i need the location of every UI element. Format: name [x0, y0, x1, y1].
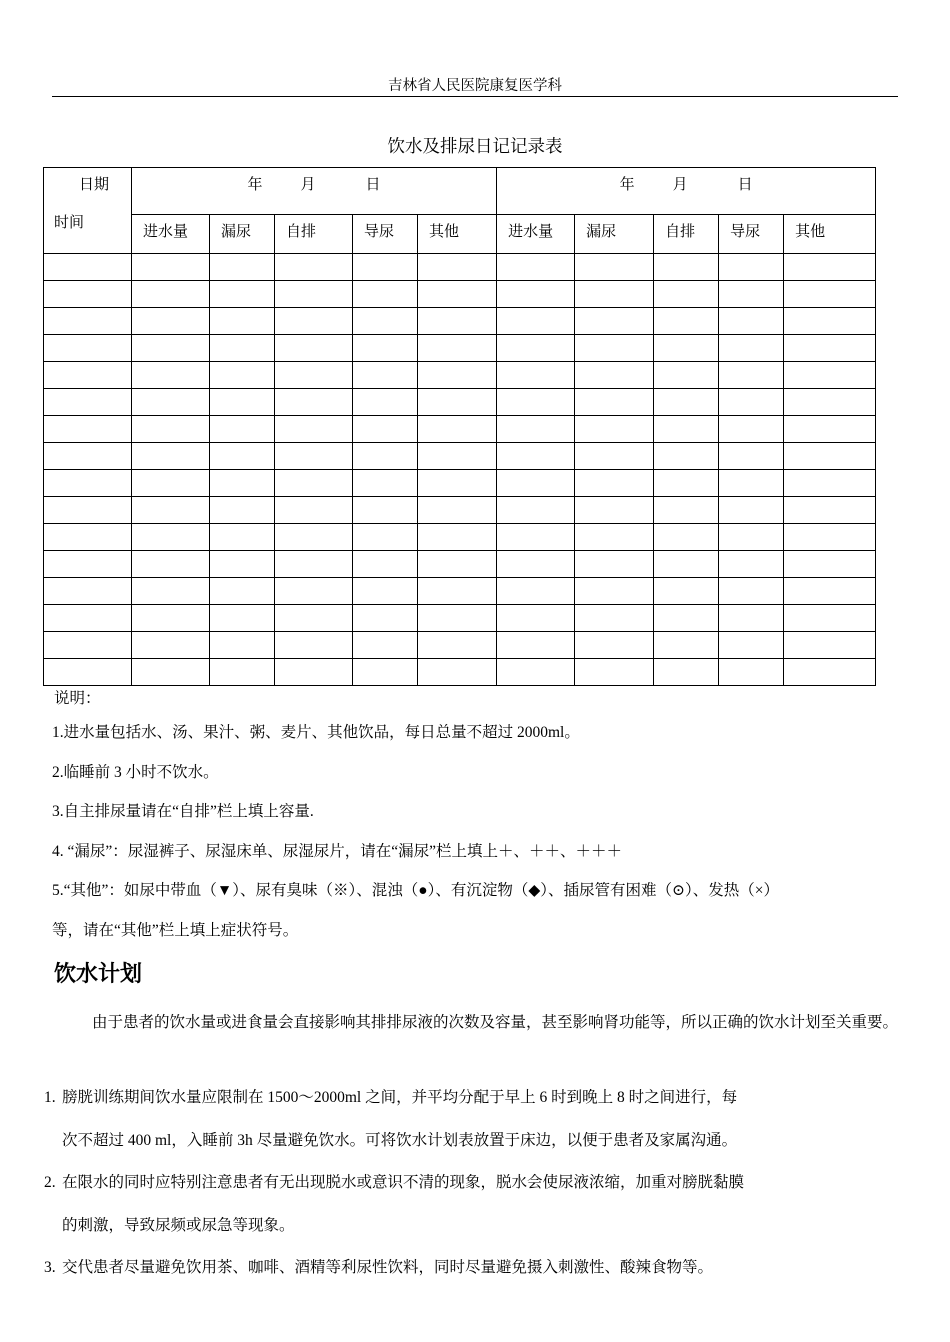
time-entry-cell[interactable] [44, 335, 132, 362]
plan-item-line: 在限水的同时应特别注意患者有无出现脱水或意识不清的现象，脱水会使尿液浓缩，加重对膀胱黏膜 [62, 1174, 745, 1191]
plan-item-line: 的刺激，导致尿频或尿急等现象。 [62, 1216, 295, 1234]
entry-cell[interactable] [784, 254, 876, 281]
entry-cell[interactable] [784, 443, 876, 470]
entry-cell[interactable] [353, 335, 418, 362]
corner-header-cell [44, 168, 132, 254]
entry-cell[interactable] [353, 254, 418, 281]
entry-cell[interactable] [418, 632, 497, 659]
plan-item-2 [44, 1162, 899, 1247]
entry-cell[interactable] [275, 632, 353, 659]
entry-cell[interactable] [353, 308, 418, 335]
entry-cell[interactable] [497, 362, 575, 389]
entry-cell[interactable] [210, 281, 275, 308]
corner-time-label: 时间 [54, 215, 85, 231]
entry-cell[interactable] [353, 281, 418, 308]
entry-cell[interactable] [497, 551, 575, 578]
plan-item-3 [44, 1247, 899, 1290]
time-entry-cell[interactable] [44, 632, 132, 659]
entry-cell[interactable] [210, 632, 275, 659]
entry-cell[interactable] [132, 470, 210, 497]
table-row [44, 416, 876, 443]
entry-cell[interactable] [275, 335, 353, 362]
entry-cell[interactable] [654, 497, 719, 524]
entry-cell[interactable] [654, 470, 719, 497]
time-entry-cell[interactable] [44, 659, 132, 686]
time-entry-cell[interactable] [44, 524, 132, 551]
drinking-plan-list [44, 1077, 899, 1290]
entry-cell[interactable] [654, 362, 719, 389]
entry-cell[interactable] [784, 659, 876, 686]
table-row [44, 281, 876, 308]
entry-cell[interactable] [654, 524, 719, 551]
entry-cell[interactable] [497, 470, 575, 497]
entry-cell[interactable] [275, 443, 353, 470]
time-entry-cell[interactable] [44, 416, 132, 443]
entry-cell[interactable] [210, 551, 275, 578]
entry-cell[interactable] [418, 605, 497, 632]
entry-cell[interactable] [719, 524, 784, 551]
entry-cell[interactable] [784, 578, 876, 605]
entry-cell[interactable] [784, 551, 876, 578]
entry-cell[interactable] [784, 632, 876, 659]
date-group-2 [497, 168, 876, 215]
time-entry-cell[interactable] [44, 254, 132, 281]
table-row [44, 524, 876, 551]
entry-cell[interactable] [654, 632, 719, 659]
entry-cell[interactable] [210, 335, 275, 362]
header-divider [52, 96, 898, 97]
entry-cell[interactable] [210, 659, 275, 686]
time-entry-cell[interactable] [44, 308, 132, 335]
entry-cell[interactable] [418, 389, 497, 416]
entry-cell[interactable] [575, 389, 654, 416]
entry-cell[interactable] [575, 281, 654, 308]
note-item-2: 2.临睡前 3 小时不饮水。 [52, 763, 219, 781]
column-header-other-1: 其他 [418, 215, 497, 254]
plan-item-number: 1. [44, 1089, 56, 1106]
entry-cell[interactable] [275, 389, 353, 416]
notes-section [52, 685, 912, 950]
entry-cell[interactable] [497, 578, 575, 605]
entry-cell[interactable] [353, 632, 418, 659]
entry-cell[interactable] [210, 308, 275, 335]
entry-cell[interactable] [132, 308, 210, 335]
table-row [44, 497, 876, 524]
entry-cell[interactable] [275, 362, 353, 389]
entry-cell[interactable] [719, 605, 784, 632]
entry-cell[interactable] [654, 308, 719, 335]
entry-cell[interactable] [575, 605, 654, 632]
entry-cell[interactable] [575, 308, 654, 335]
entry-cell[interactable] [784, 281, 876, 308]
entry-cell[interactable] [784, 308, 876, 335]
entry-cell[interactable] [132, 335, 210, 362]
entry-cell[interactable] [353, 659, 418, 686]
entry-cell[interactable] [575, 497, 654, 524]
table-title: 饮水及排尿日记记录表 [387, 136, 563, 156]
plan-item-number: 3. [44, 1259, 56, 1276]
entry-cell[interactable] [719, 497, 784, 524]
entry-cell[interactable] [353, 524, 418, 551]
entry-cell[interactable] [132, 524, 210, 551]
entry-cell[interactable] [497, 416, 575, 443]
entry-cell[interactable] [210, 524, 275, 551]
table-row [44, 551, 876, 578]
entry-cell[interactable] [275, 578, 353, 605]
entry-cell[interactable] [210, 362, 275, 389]
entry-cell[interactable] [210, 470, 275, 497]
entry-cell[interactable] [418, 578, 497, 605]
entry-cell[interactable] [575, 443, 654, 470]
table-row [44, 578, 876, 605]
entry-cell[interactable] [719, 362, 784, 389]
plan-item-line: 交代患者尽量避免饮用茶、咖啡、酒精等利尿性饮料，同时尽量避免摄入刺激性、酸辣食物等。 [62, 1259, 714, 1276]
column-header-catheter-1: 导尿 [353, 215, 418, 254]
page-header-institution: 吉林省人民医院康复医学科 [388, 78, 562, 94]
entry-cell[interactable] [575, 659, 654, 686]
entry-cell[interactable] [418, 416, 497, 443]
entry-cell[interactable] [275, 470, 353, 497]
table-row [44, 443, 876, 470]
entry-cell[interactable] [353, 470, 418, 497]
entry-cell[interactable] [275, 524, 353, 551]
table-row [44, 659, 876, 686]
entry-cell[interactable] [719, 416, 784, 443]
corner-date-label: 日期 [79, 177, 110, 193]
entry-cell[interactable] [497, 632, 575, 659]
time-entry-cell[interactable] [44, 470, 132, 497]
time-entry-cell[interactable] [44, 497, 132, 524]
entry-cell[interactable] [418, 524, 497, 551]
entry-cell[interactable] [654, 416, 719, 443]
entry-cell[interactable] [719, 335, 784, 362]
entry-cell[interactable] [719, 443, 784, 470]
entry-cell[interactable] [275, 659, 353, 686]
entry-cell[interactable] [132, 254, 210, 281]
entry-cell[interactable] [210, 605, 275, 632]
date-1-day: 日 [365, 177, 381, 193]
time-entry-cell[interactable] [44, 443, 132, 470]
date-2-day: 日 [737, 177, 753, 193]
entry-cell[interactable] [353, 605, 418, 632]
time-entry-cell[interactable] [44, 605, 132, 632]
entry-cell[interactable] [275, 497, 353, 524]
entry-cell[interactable] [353, 362, 418, 389]
date-group-1 [132, 168, 497, 215]
entry-cell[interactable] [418, 497, 497, 524]
entry-cell[interactable] [132, 659, 210, 686]
entry-cell[interactable] [210, 497, 275, 524]
entry-cell[interactable] [654, 254, 719, 281]
entry-cell[interactable] [575, 254, 654, 281]
date-1-year: 年 [247, 177, 263, 193]
entry-cell[interactable] [418, 362, 497, 389]
entry-cell[interactable] [132, 551, 210, 578]
entry-cell[interactable] [654, 281, 719, 308]
entry-cell[interactable] [275, 308, 353, 335]
entry-cell[interactable] [784, 605, 876, 632]
entry-cell[interactable] [654, 605, 719, 632]
entry-cell[interactable] [418, 551, 497, 578]
note-item-5-continued: 等，请在“其他”栏上填上症状符号。 [52, 921, 299, 939]
entry-cell[interactable] [719, 632, 784, 659]
entry-cell[interactable] [353, 551, 418, 578]
entry-cell[interactable] [497, 443, 575, 470]
entry-cell[interactable] [654, 389, 719, 416]
date-1-month: 月 [300, 177, 316, 193]
entry-cell[interactable] [132, 389, 210, 416]
entry-cell[interactable] [497, 659, 575, 686]
entry-cell[interactable] [654, 578, 719, 605]
entry-cell[interactable] [719, 389, 784, 416]
entry-cell[interactable] [575, 551, 654, 578]
entry-cell[interactable] [784, 335, 876, 362]
entry-cell[interactable] [210, 254, 275, 281]
entry-cell[interactable] [575, 632, 654, 659]
entry-cell[interactable] [353, 443, 418, 470]
entry-cell[interactable] [497, 281, 575, 308]
entry-cell[interactable] [275, 551, 353, 578]
plan-item-line: 次不超过 400 ml，入睡前 3h 尽量避免饮水。可将饮水计划表放置于床边，以便于患者及家属沟通。 [62, 1131, 738, 1149]
date-2-month: 月 [672, 177, 688, 193]
entry-cell[interactable] [132, 281, 210, 308]
entry-cell[interactable] [210, 443, 275, 470]
entry-cell[interactable] [719, 578, 784, 605]
time-entry-cell[interactable] [44, 389, 132, 416]
entry-cell[interactable] [418, 659, 497, 686]
entry-cell[interactable] [497, 254, 575, 281]
column-header-other-2: 其他 [784, 215, 876, 254]
column-header-self-void-1: 自排 [275, 215, 353, 254]
entry-cell[interactable] [132, 578, 210, 605]
entry-cell[interactable] [575, 578, 654, 605]
column-header-leakage-1: 漏尿 [210, 215, 275, 254]
entry-cell[interactable] [575, 524, 654, 551]
time-entry-cell[interactable] [44, 362, 132, 389]
entry-cell[interactable] [654, 335, 719, 362]
table-row [44, 254, 876, 281]
entry-cell[interactable] [418, 254, 497, 281]
entry-cell[interactable] [418, 443, 497, 470]
entry-cell[interactable] [418, 308, 497, 335]
table-row [44, 362, 876, 389]
entry-cell[interactable] [719, 470, 784, 497]
time-entry-cell[interactable] [44, 551, 132, 578]
entry-cell[interactable] [784, 362, 876, 389]
entry-cell[interactable] [497, 497, 575, 524]
entry-cell[interactable] [497, 308, 575, 335]
entry-cell[interactable] [132, 497, 210, 524]
plan-item-line: 膀胱训练期间饮水量应限制在 1500～2000ml 之间，并平均分配于早上 6 时到晚上 8 时之间进行，每 [62, 1089, 738, 1106]
entry-cell[interactable] [210, 416, 275, 443]
entry-cell[interactable] [353, 578, 418, 605]
notes-lead: 说明： [54, 690, 101, 707]
entry-cell[interactable] [353, 389, 418, 416]
entry-cell[interactable] [654, 551, 719, 578]
column-header-catheter-2: 导尿 [719, 215, 784, 254]
note-item-1: 1.进水量包括水、汤、果汁、粥、麦片、其他饮品，每日总量不超过 2000ml。 [52, 724, 580, 741]
entry-cell[interactable] [784, 416, 876, 443]
column-header-leakage-2: 漏尿 [575, 215, 654, 254]
entry-cell[interactable] [132, 443, 210, 470]
entry-cell[interactable] [784, 497, 876, 524]
time-entry-cell[interactable] [44, 281, 132, 308]
entry-cell[interactable] [497, 605, 575, 632]
entry-cell[interactable] [210, 578, 275, 605]
entry-cell[interactable] [719, 308, 784, 335]
entry-cell[interactable] [497, 389, 575, 416]
entry-cell[interactable] [575, 470, 654, 497]
entry-cell[interactable] [719, 254, 784, 281]
entry-cell[interactable] [418, 335, 497, 362]
column-header-self-void-2: 自排 [654, 215, 719, 254]
note-item-3: 3.自主排尿量请在“自排”栏上填上容量. [52, 803, 314, 820]
column-header-intake-2: 进水量 [497, 215, 575, 254]
plan-item-number: 2. [44, 1174, 56, 1191]
entry-cell[interactable] [497, 524, 575, 551]
entry-cell[interactable] [575, 416, 654, 443]
note-item-5: 5.“其他”：如尿中带血（▼）、尿有臭味（※）、混浊（●）、有沉淀物（◆）、插尿管有困难（⊙）、发热（×） [52, 882, 779, 899]
entry-cell[interactable] [275, 416, 353, 443]
drinking-urination-diary-table [43, 167, 876, 686]
table-row [44, 389, 876, 416]
entry-cell[interactable] [132, 416, 210, 443]
table-row [44, 632, 876, 659]
entry-cell[interactable] [275, 281, 353, 308]
entry-cell[interactable] [654, 659, 719, 686]
entry-cell[interactable] [132, 605, 210, 632]
entry-cell[interactable] [210, 389, 275, 416]
entry-cell[interactable] [275, 605, 353, 632]
entry-cell[interactable] [784, 389, 876, 416]
entry-cell[interactable] [719, 551, 784, 578]
table-row [44, 470, 876, 497]
entry-cell[interactable] [275, 254, 353, 281]
plan-item-1 [44, 1077, 899, 1162]
entry-cell[interactable] [497, 335, 575, 362]
entry-cell[interactable] [418, 470, 497, 497]
entry-cell[interactable] [719, 659, 784, 686]
date-2-year: 年 [619, 177, 635, 193]
entry-cell[interactable] [719, 281, 784, 308]
entry-cell[interactable] [132, 362, 210, 389]
entry-cell[interactable] [784, 524, 876, 551]
entry-cell[interactable] [132, 632, 210, 659]
drinking-plan-heading: 饮水计划 [54, 962, 143, 987]
entry-cell[interactable] [654, 443, 719, 470]
entry-cell[interactable] [418, 281, 497, 308]
drinking-plan-intro: 由于患者的饮水量或进食量会直接影响其排排尿液的次数及容量，甚至影响肾功能等，所以正确的饮水计划至关重要。 [92, 1014, 899, 1031]
table-row [44, 335, 876, 362]
entry-cell[interactable] [353, 416, 418, 443]
time-entry-cell[interactable] [44, 578, 132, 605]
entry-cell[interactable] [353, 497, 418, 524]
entry-cell[interactable] [575, 362, 654, 389]
table-row [44, 605, 876, 632]
entry-cell[interactable] [575, 335, 654, 362]
table-row [44, 308, 876, 335]
entry-cell[interactable] [784, 470, 876, 497]
column-header-intake-1: 进水量 [132, 215, 210, 254]
note-item-4: 4. “漏尿”：尿湿裤子、尿湿床单、尿湿尿片，请在“漏尿”栏上填上＋、＋＋、＋＋＋ [52, 842, 623, 860]
